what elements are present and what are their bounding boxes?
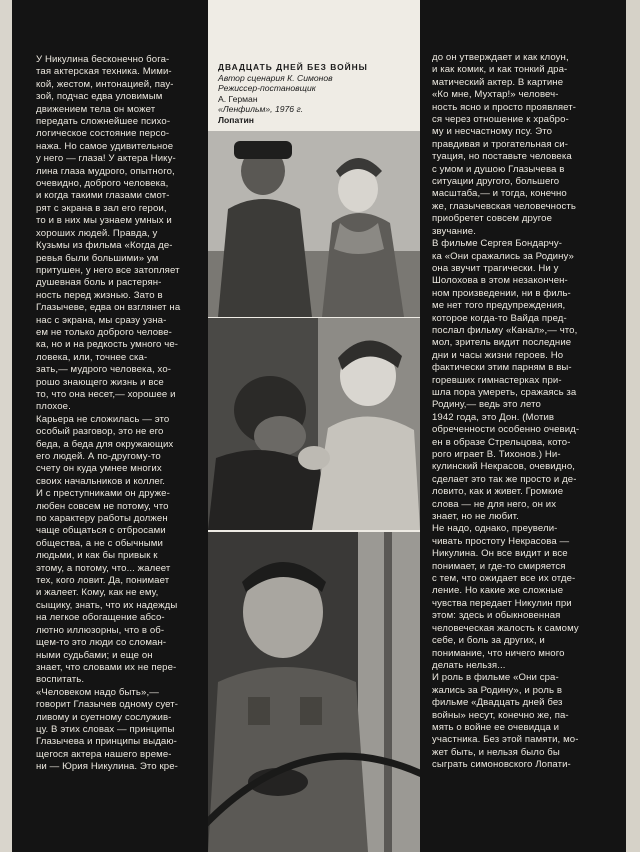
left-column-text: У Никулина бесконечно бога- тая актерская техника. Мими- кой, жестом, интонацией, пау- зой, подчас едва уловимым движением тела он может передать сложнейшее психо- логическое состояние персо- нажа. Но самое удивительное у него — глаза! У актера Нику- лина глаза мудрого, опытного, очевидно, доброго человека, и когда такими глазами смот- рят с экрана в зал его герои, то и в них мы узнаем умных и хороших людей. Правда, у Кузьмы из фильма «Когда де- ревья были большими» ум притушен, у него все затопляет душевная боль и растерян- ность перед жизнью. Зато в Глазычеве, едва он взглянет на нас с экрана, мы сразу узна- ем не только доброго челове- ка, но и на редкость умного че- ловека, или, точнее ска- зать,— мудрого человека, хо- рошо знающего жизнь и все то, что она несет,— хорошее и плохое. Карьера не сложилась — это особый разговор, это не его беда, а беда для окружающих его людей. А по-другому-то счету он куда умнее многих своих начальников и коллег. И с преступниками он друже- любен совсем не потому, что по характеру работы должен чаще общаться с отбросами общества, а не с обычными людьми, и как бы привык к этому, а потому, что... жалеет тех, кого ловит. Да, понимает и жалеет. Кому, как не ему, сыщику, знать, что их надежды на легкое обогащение абсо- лютно иллюзорны, что в об- щем-то это люди со сломан- ными судьбами; и еще он знает, что словами их не пере- воспитать. «Человеком надо быть»,— говорит Глазычев одному сует- ливому и суетному сослужив- цу. В этих словах — принципы Глазычева и принципы выдаю- щегося актера нашего време- ни — Юрия Никулина. Это кре- [36,54,181,773]
right-column-text: до он утверждает и как клоун, и как комик, и как тонкий дра- матический актер. В картине «Ко мне, Мухтар!» человеч- ность ясно и просто проявляет- ся через отношение к храбро- му и несчастному псу. Это правдивая и трогательная си- туация, но поставьте человека с умом и душою Глазычева в ситуации другого, большего масштаба,— и тогда, конечно же, глазычевская человечность приобретет совсем другое звучание. В фильме Сергея Бондарчу- ка «Они сражались за Родину» она звучит трагически. Ни у Шолохова в этом незакончен- ном произведении, ни в филь- ме нет того предупреждения, которое когда-то Вайда пред- послал фильму «Канал»,— что, мол, зритель видит последние дни и часы жизни героев. Но фактически этим парням в вы- горевших гимнастерках при- шла пора умереть, сражаясь за Родину,— ведь это лето 1942 года, это Дон. (Мотив обреченности особенно очевид- ен в образе Стрельцова, кото- рого играет В. Тихонов.) Ни- кулинский Некрасов, очевидно, сделает это так же просто и де- ловито, как и живет. Громкие слова — не для него, он их знает, но не любит. Не надо, однако, преувели- чивать простоту Некрасова — Никулина. Он все видит и все понимает, и где-то смиряется с тем, что ожидает все их отде- ление. Но какие же сложные чувства передает Никулин при этом: здесь и обыкновенная человеческая жалость к самому себе, и боль за других, и понимание, что ничего много делать нельзя... И роль в фильме «Они сра- жались за Родину», и роль в фильме «Двадцать дней без войны» несут, конечно же, па- мять о войне ее очевидца и участника. Без этой памяти, мо- жет быть, и нельзя было бы сыграть симоновского Лопати- [432,52,580,771]
film-still-embrace-photo [208,318,420,530]
film-still-couple-photo [208,131,420,317]
film-still-portrait-illustration [208,532,420,852]
film-director-label: Режиссер-постановщик [218,83,316,94]
film-director: А. Герман [218,93,258,104]
left-text-column [12,0,208,852]
page-edge-right [626,0,640,852]
film-still-portrait-photo [208,532,420,852]
film-still-embrace-illustration [208,318,420,530]
film-author: Автор сценария К. Симонов [218,72,333,83]
film-still-couple-illustration [208,131,420,317]
film-studio-year: «Ленфильм», 1976 г. [218,104,304,115]
right-text-column [420,0,626,852]
page-edge-left [0,0,12,852]
film-role: Лопатин [218,114,254,125]
film-title: ДВАДЦАТЬ ДНЕЙ БЕЗ ВОЙНЫ [218,62,368,72]
middle-column [208,0,420,852]
film-credits [218,62,414,126]
